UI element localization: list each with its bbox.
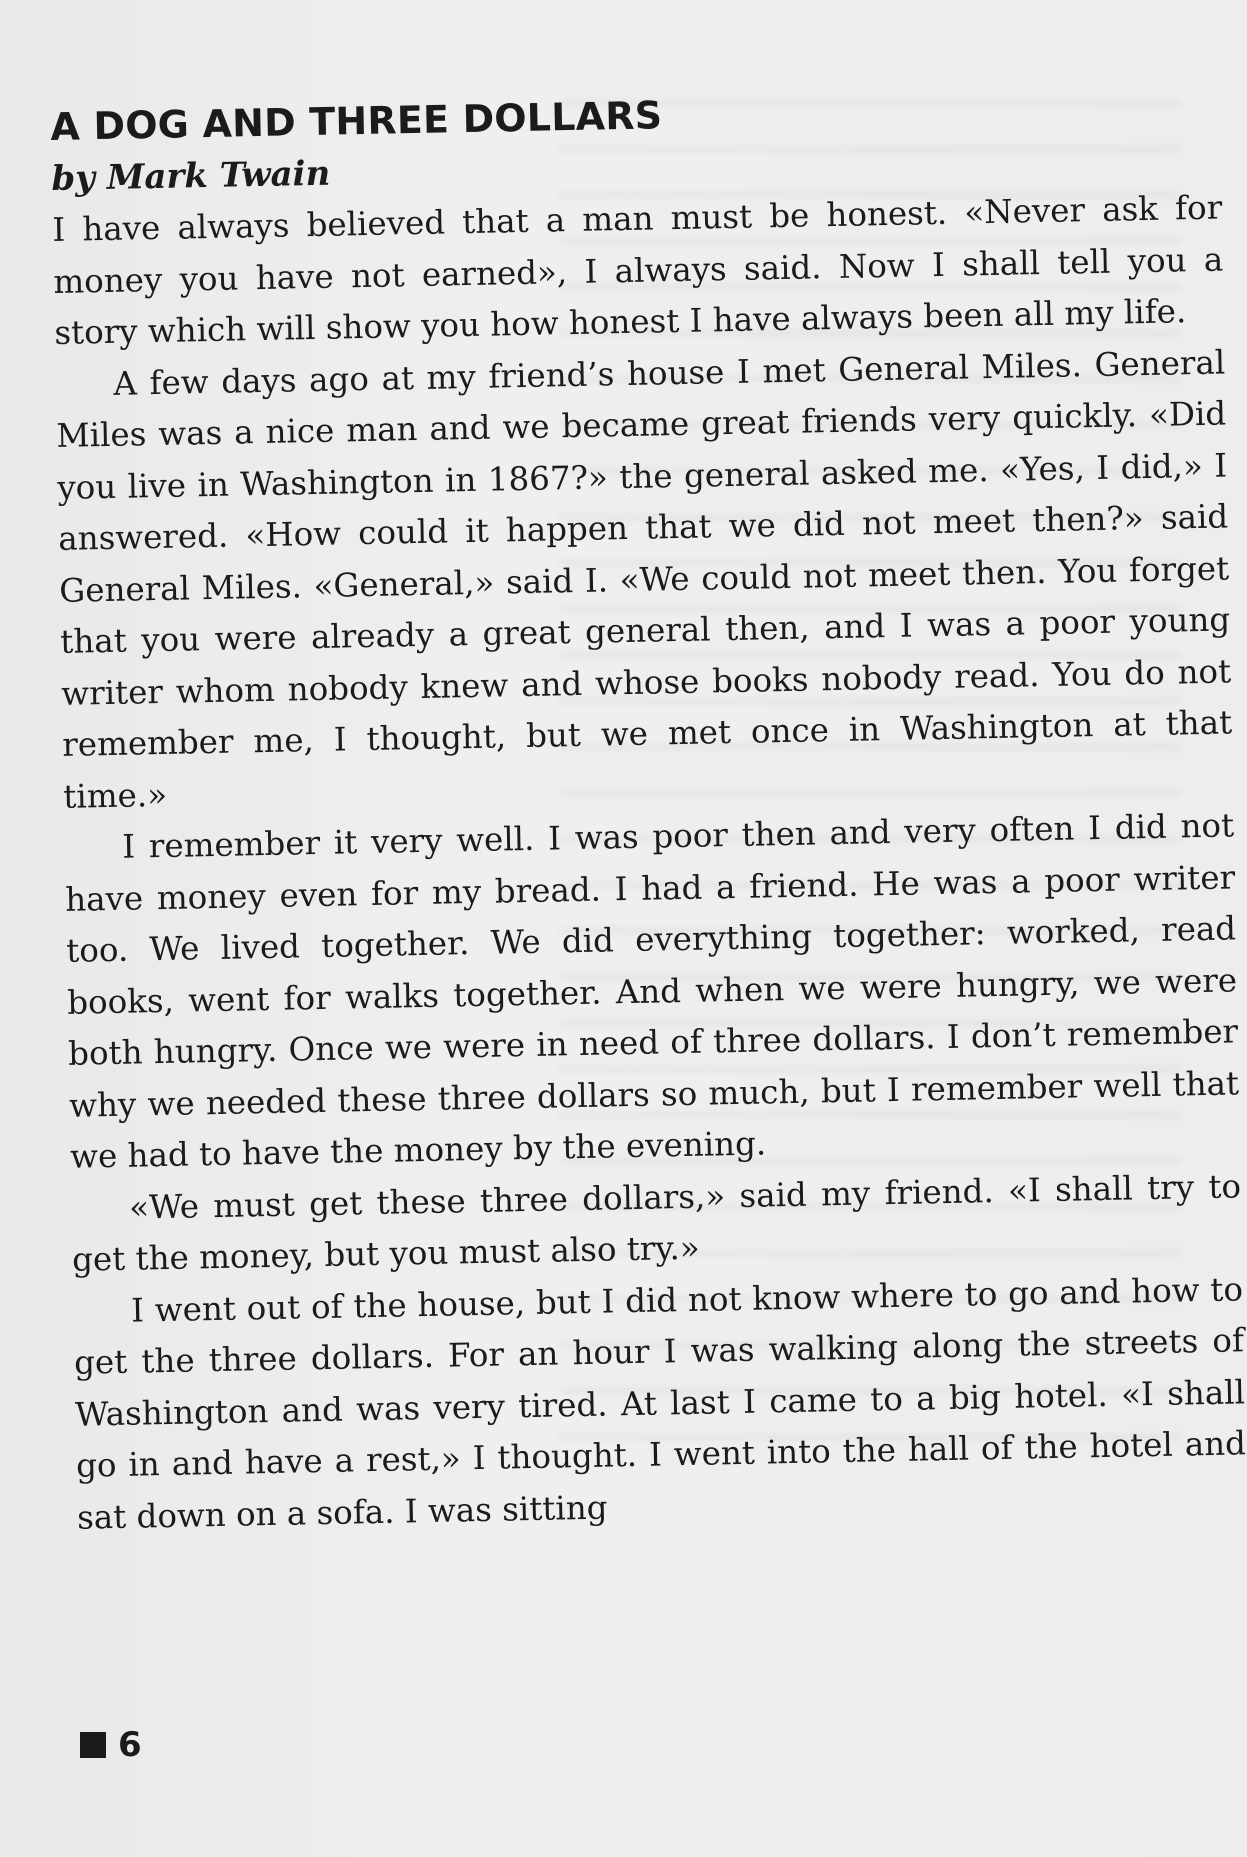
story-title: A DOG AND THREE DOLLARS xyxy=(50,93,663,149)
story-body xyxy=(52,183,1247,1544)
paragraph: I have always believed that a man must be honest. «Never ask for money you have not earned», I always said. Now I shall tell you a story which will show you how honest I have always been all my life. xyxy=(52,188,1224,352)
black-square-icon xyxy=(80,1732,106,1758)
paragraph: A few days ago at my friend’s house I met General Miles. General Miles was a nice man and we became great friends very quickly. «Did you live in Washington in 1867?» the general asked me. «Yes, I did,» I answered. «How could it happen that we did not meet then?» said General Miles. «General,» said I. «We could not meet then. You forget that you were already a great general then, and I was a poor young writer whom nobody knew and whose books nobody read. You do not remember me, I thought, but we met once in Washington at that time.» xyxy=(55,342,1233,816)
page-number: 6 xyxy=(118,1725,142,1765)
paragraph: I went out of the house, but I did not know where to go and how to get the three dollars. For an hour I was walking along the streets of Washington and was very tired. At last I came to a big hotel. «I shall go in and have a rest,» I thought. I went into the hall of the hotel and sat down on a sofa. I was sitting xyxy=(73,1269,1247,1537)
page-content xyxy=(50,83,1247,1544)
paragraph: I remember it very well. I was poor then and very often I did not have money even for my bread. I had a friend. He was a poor writer too. We lived together. We did everything together: worked, read books, went for walks together. And when we were hungry, we were both hungry. Once we were in need of three dollars. I don’t remember why we needed these three dollars so much, but I remember well that we had to have the money by the evening. xyxy=(64,806,1240,1176)
paragraph: «We must get these three dollars,» said my friend. «I shall try to get the money, but you must also try.» xyxy=(71,1166,1242,1279)
page-footer xyxy=(80,1725,142,1765)
story-author: by Mark Twain xyxy=(51,153,331,199)
